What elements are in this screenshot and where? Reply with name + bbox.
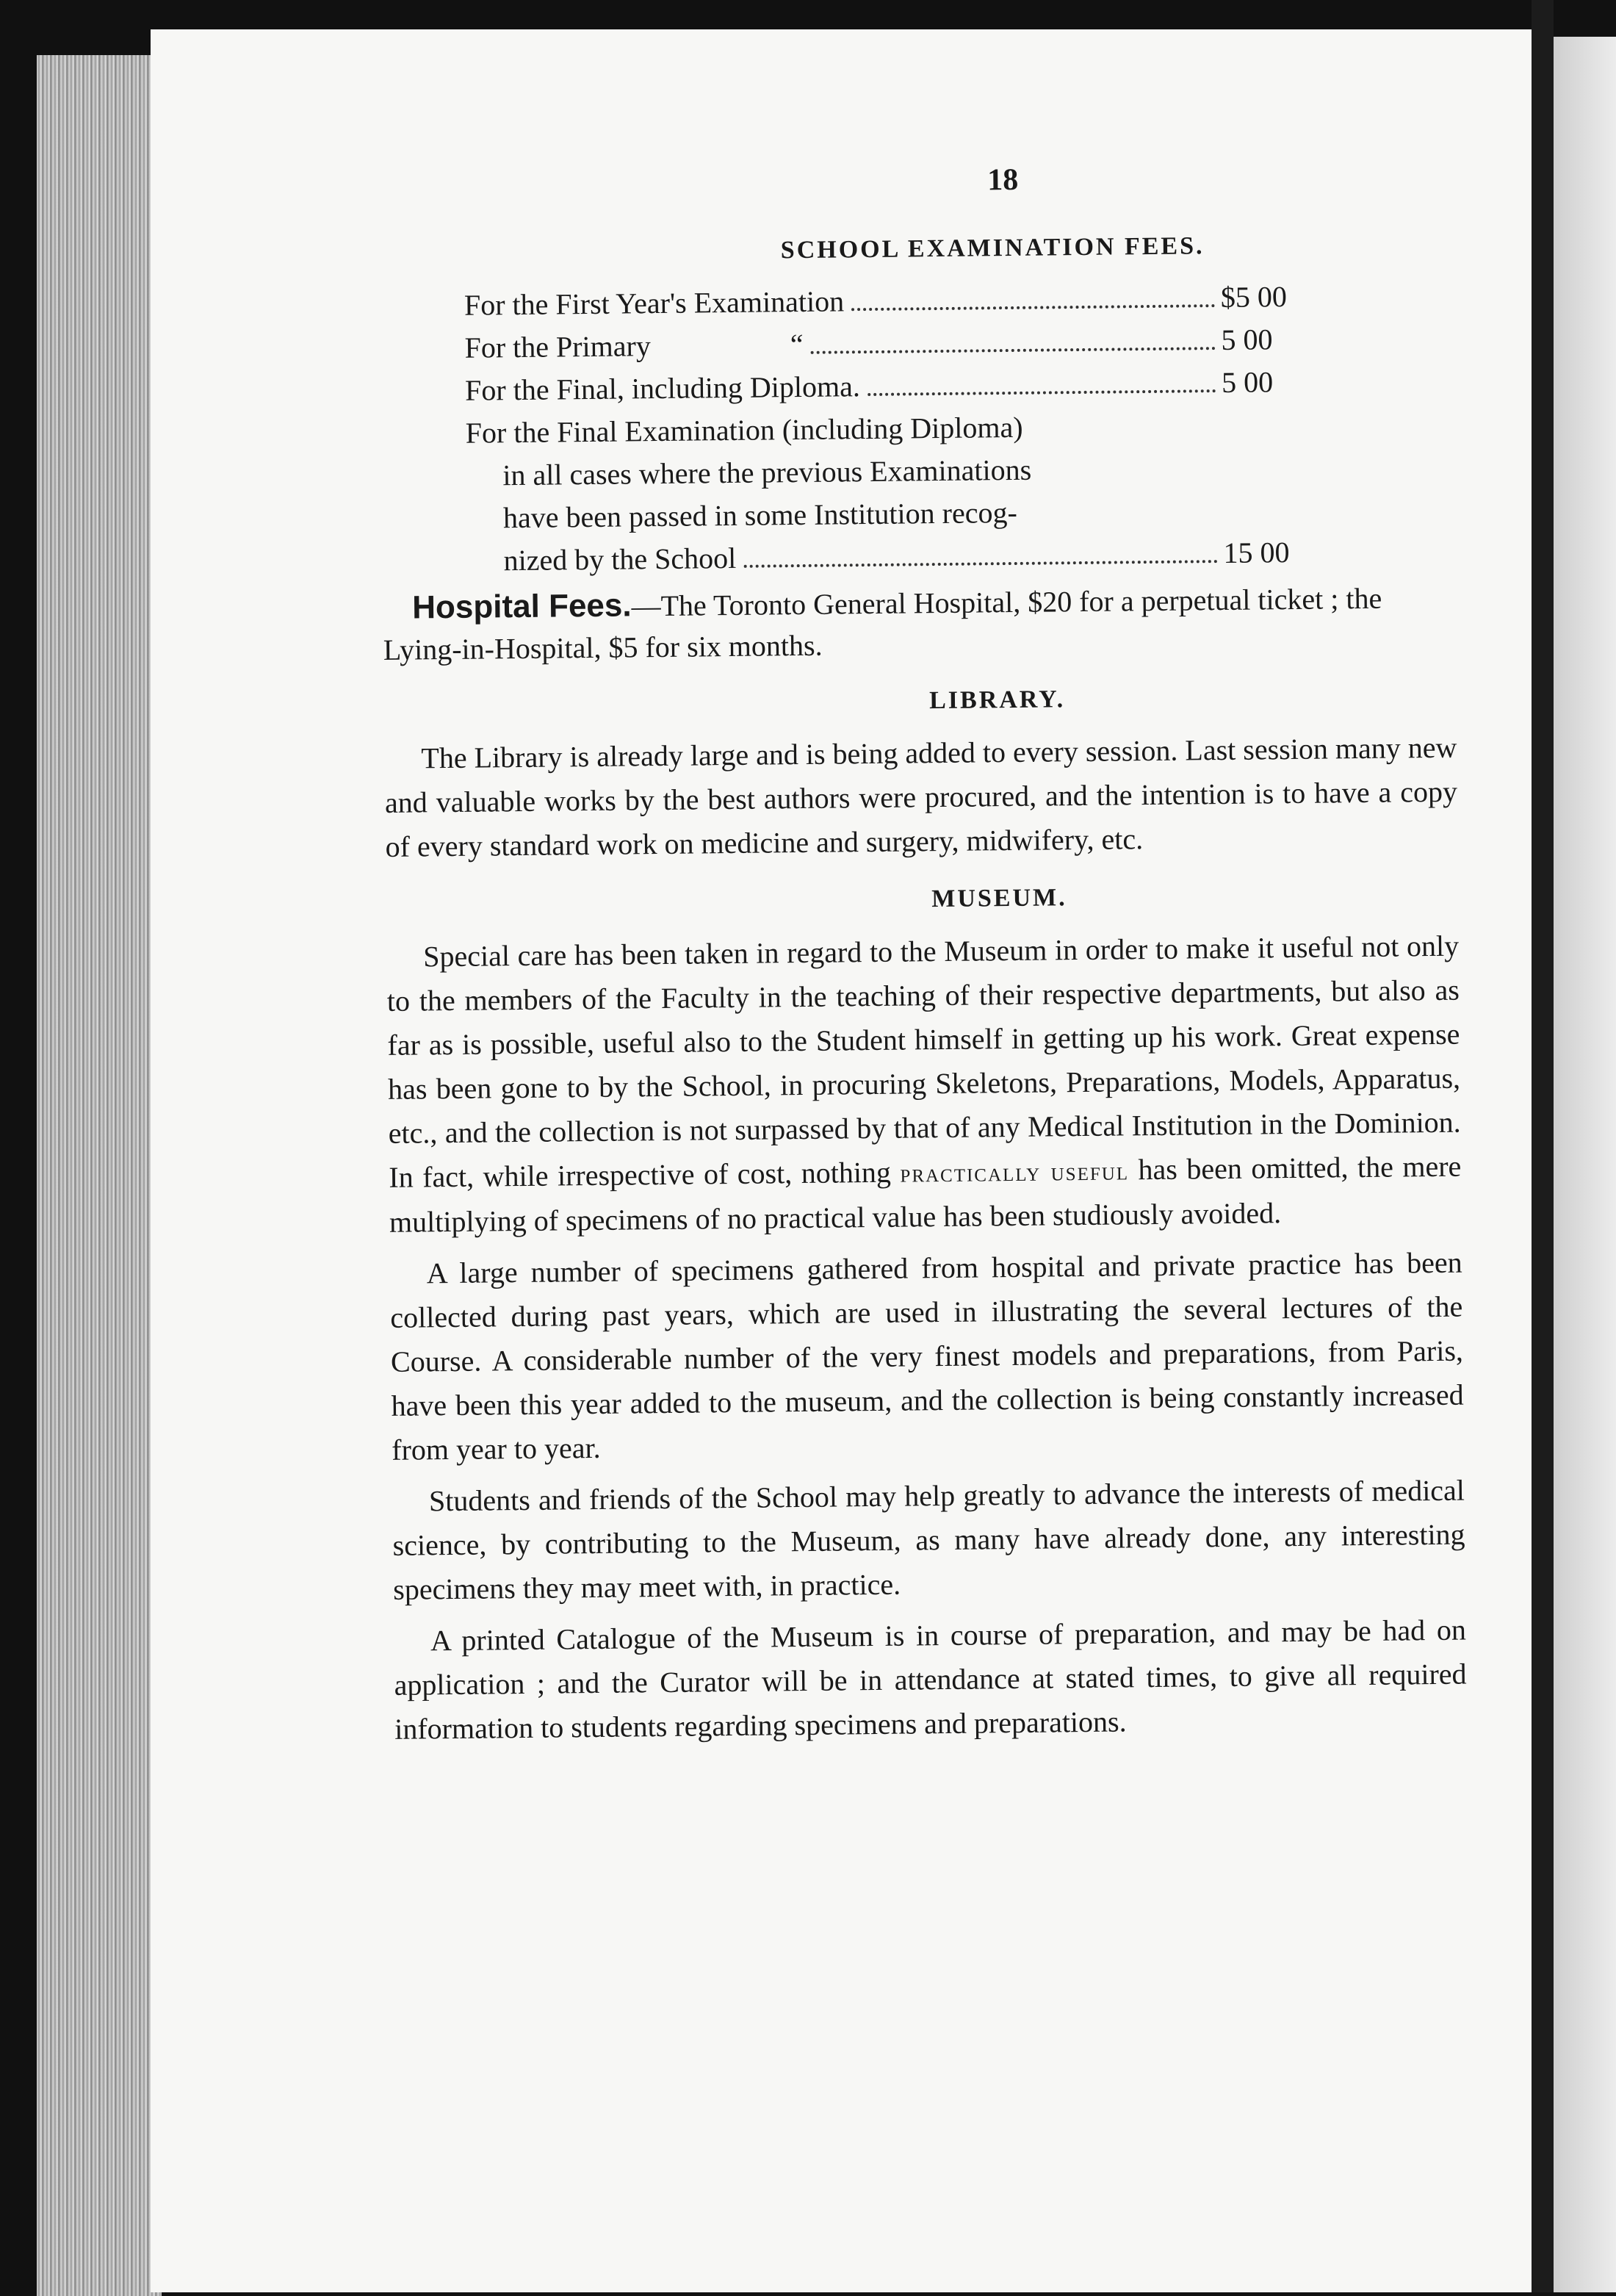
hospital-fees-text: —The Toronto General Hospital, $20 for a perpetual ticket ; the Lying-in-Hospital, $5 for six months.	[383, 581, 1382, 666]
fee-row	[466, 531, 1312, 583]
library-heading: LIBRARY.	[928, 685, 1066, 715]
page-stack-edge	[37, 55, 162, 2296]
final-exam-line: in all cases where the previous Examinations	[502, 453, 1032, 492]
leader-dots	[811, 347, 1216, 354]
book-gutter	[1532, 0, 1554, 2292]
page-content	[378, 158, 1475, 1759]
facing-page-edge	[1554, 37, 1616, 2292]
final-exam-line: nized by the School	[503, 541, 737, 577]
hospital-fees	[383, 577, 1412, 671]
leader-dots	[867, 389, 1216, 396]
fee-label: For the Primary	[464, 329, 652, 364]
final-exam-fee	[465, 403, 1311, 583]
fees-heading: SCHOOL EXAMINATION FEES.	[780, 232, 1205, 264]
museum-paragraph: A printed Catalogue of the Museum is in course of preparation, and may be had on application ; and the Curator will be in attendance at stated times, to give all required information to students regarding specimens and preparations.	[394, 1613, 1467, 1746]
museum-text: has been omitted, the mere multiplying of specimens of no practical value has been studiously avoided.	[389, 1149, 1462, 1239]
leader-dots	[851, 304, 1215, 311]
fee-label: For the First Year's Examination	[463, 284, 845, 322]
museum-text: Special care has been taken in regard to the Museum in order to make it useful not only to the members of the Faculty in the teaching of their respective departments, but also as far as is possible, useful also to the Student himself in getting up his work. Great expense has been gone to by the School, in procuring Skeletons, Preparations, Models, Apparatus, etc., and the collection is not surpassed by that of any Medical Institution in the Dominion. In fact, while irrespective of cost, nothing	[386, 929, 1461, 1194]
emphasis-smallcaps: practically useful	[900, 1156, 1130, 1188]
final-exam-line: have been passed in some Institution recog-	[502, 495, 1017, 535]
library-paragraph: The Library is already large and is being added to every session. Last session many new and valuable works by the best authors were procured, and the intention is to have a copy of every standard work on medicine and surgery, midwifery, etc.	[384, 730, 1458, 863]
hospital-fees-title: Hospital Fees.	[411, 587, 632, 626]
fee-amount: 15 00	[1223, 536, 1290, 569]
museum-paragraph	[386, 924, 1462, 1245]
leader-dots	[743, 560, 1217, 568]
fees-table	[464, 276, 1312, 583]
ditto-mark: “	[790, 327, 804, 361]
final-exam-line: For the Final Examination (including Diploma)	[465, 410, 1023, 450]
museum-heading: MUSEUM.	[931, 884, 1067, 913]
page-number: 18	[986, 162, 1019, 198]
museum-paragraph: A large number of specimens gathered from hospital and private practice has been collected during past years, which are used in illustrating the several lectures of the Course. A considerable number of the very finest models and preparations, from Paris, have been this year added to the museum, and the collection is being constantly increased from year to year.	[390, 1245, 1464, 1467]
museum-paragraph: Students and friends of the School may help greatly to advance the interests of medical science, by contributing to the Museum, as many have already done, any interesting specimens they may meet with, in practice.	[392, 1473, 1465, 1606]
fee-label: For the Final, including Diploma.	[464, 370, 861, 407]
fee-amount: 5 00	[1221, 323, 1273, 356]
fee-amount: 5 00	[1221, 365, 1274, 399]
fee-amount: $5 00	[1220, 280, 1288, 314]
